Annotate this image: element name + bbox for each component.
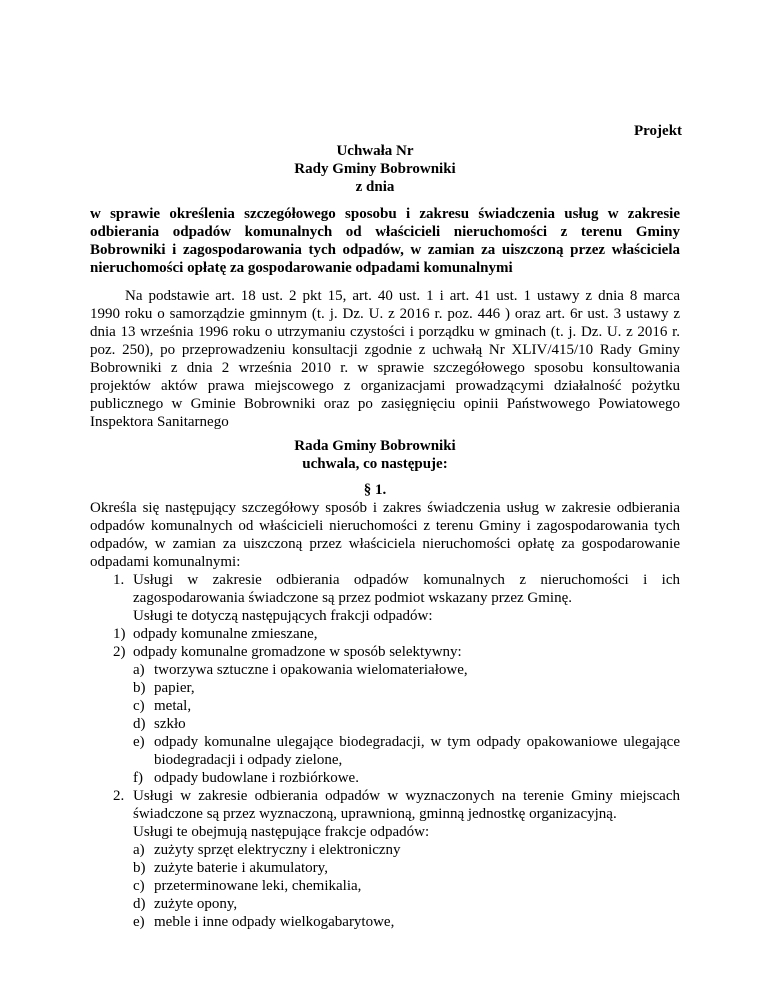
item-text-line: Usługi w zakresie odbierania odpadów komunalnych z nieruchomości i ich <box>133 572 680 588</box>
letter-item-text: papier, <box>154 680 195 696</box>
section-intro-line: odpadami komunalnymi: <box>90 554 241 570</box>
letter-item-number: e) <box>133 734 145 750</box>
preamble-line: poz. 250), po przeprowadzeniu konsultacji zgodnie z uchwałą Nr XLIV/415/10 Rady Gminy <box>90 342 680 358</box>
subject-line: odbierania odpadów komunalnych od właścicieli nieruchomości z terenu Gminy <box>90 224 680 240</box>
item-text-line: Usługi w zakresie odbierania odpadów w wyznaczonych na terenie Gminy miejscach <box>133 788 680 804</box>
preamble-line: Inspektora Sanitarnego <box>90 414 229 430</box>
project-label: Projekt <box>634 123 683 139</box>
letter-item-number: d) <box>133 716 146 732</box>
letter-item-text: szkło <box>154 716 186 732</box>
preamble-line: Bobrowniki z dnia 2 września 2010 r. w sprawie szczegółowego sposobu konsultowania <box>90 360 680 376</box>
item-number: 2. <box>113 788 125 804</box>
letter-item-number: d) <box>133 896 146 912</box>
title-line-1: Uchwała Nr <box>336 143 414 159</box>
resolution-line-1: Rada Gminy Bobrowniki <box>294 438 456 454</box>
letter-item-number: a) <box>133 842 145 858</box>
preamble-line: projektów aktów prawa miejscowego z organizacjami prowadzącymi działalność pożytku <box>90 378 680 394</box>
letter-item-text: zużyte baterie i akumulatory, <box>154 860 328 876</box>
subitem-text: odpady komunalne zmieszane, <box>133 626 318 642</box>
title-line-3: z dnia <box>355 179 395 195</box>
preamble-line: publicznego w Gminie Bobrowniki oraz po zasięgnięciu opinii Państwowego Powiatowego <box>90 396 680 412</box>
resolution-line-2: uchwala, co następuje: <box>302 456 448 472</box>
letter-item-text: biodegradacji i odpady zielone, <box>154 752 343 768</box>
subject-line: w sprawie określenia szczegółowego sposobu i zakresu świadczenia usług w zakresie <box>90 206 680 222</box>
letter-item-text: meble i inne odpady wielkogabarytowe, <box>154 914 395 930</box>
title-line-2: Rady Gminy Bobrowniki <box>294 161 456 177</box>
item-note: Usługi te dotyczą następujących frakcji odpadów: <box>133 608 433 624</box>
letter-item-text: zużyty sprzęt elektryczny i elektroniczny <box>154 842 401 858</box>
item-text-line: zagospodarowania świadczone są przez podmiot wskazany przez Gminę. <box>133 590 572 606</box>
subitem-number: 1) <box>113 626 126 642</box>
item-text-line: świadczone są przez wyznaczoną, uprawnioną, gminną jednostkę organizacyjną. <box>133 806 617 822</box>
subject-line: Bobrowniki i zagospodarowania tych odpadów, w zamian za uiszczoną przez właściciela <box>90 242 680 258</box>
item-number: 1. <box>113 572 125 588</box>
subject-line: nieruchomości opłatę za gospodarowanie odpadami komunalnymi <box>90 260 513 276</box>
letter-item-number: b) <box>133 680 146 696</box>
subitem-text: odpady komunalne gromadzone w sposób selektywny: <box>133 644 462 660</box>
preamble-line: dnia 13 września 1996 roku o utrzymaniu czystości i porządku w gminach (t. j. Dz. U. z 2016 r. <box>90 324 680 340</box>
letter-item-number: f) <box>133 770 143 786</box>
section-intro-line: odpadów, w zamian za uiszczoną przez właściciela nieruchomości opłatę za gospodarowanie <box>90 536 680 552</box>
letter-item-number: b) <box>133 860 146 876</box>
letter-item-number: c) <box>133 878 145 894</box>
letter-item-number: c) <box>133 698 145 714</box>
section-intro-line: odpadów komunalnych od właścicieli nieruchomości z terenu Gminy i zagospodarowania tych <box>90 518 680 534</box>
letter-item-text: zużyte opony, <box>154 896 238 912</box>
section-heading: § 1. <box>363 482 387 498</box>
letter-item-text: tworzywa sztuczne i opakowania wielomateriałowe, <box>154 662 468 678</box>
letter-item-number: a) <box>133 662 145 678</box>
letter-item-text: przeterminowane leki, chemikalia, <box>154 878 362 894</box>
letter-item-number: e) <box>133 914 145 930</box>
preamble-line: Na podstawie art. 18 ust. 2 pkt 15, art. 40 ust. 1 i art. 41 ust. 1 ustawy z dnia 8 marca <box>125 288 680 304</box>
letter-item-text: metal, <box>154 698 192 714</box>
subitem-number: 2) <box>113 644 126 660</box>
letter-item-text: odpady komunalne ulegające biodegradacji, w tym odpady opakowaniowe ulegające <box>154 734 680 750</box>
section-intro-line: Określa się następujący szczegółowy sposób i zakres świadczenia usług w zakresie odbierania <box>90 500 680 516</box>
item-note: Usługi te obejmują następujące frakcje odpadów: <box>133 824 430 840</box>
preamble-line: 1990 roku o samorządzie gminnym (t. j. Dz. U. z 2016 r. poz. 446 ) oraz art. 6r ust. 3 ustawy z <box>90 306 680 322</box>
letter-item-text: odpady budowlane i rozbiórkowe. <box>154 770 359 786</box>
